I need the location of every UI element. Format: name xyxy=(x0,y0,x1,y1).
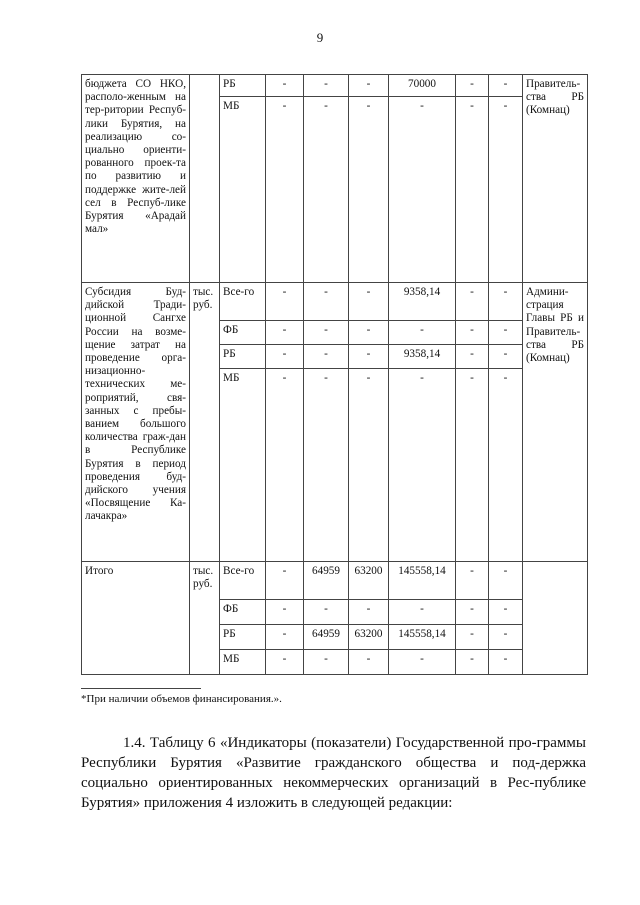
value-cell: - xyxy=(456,650,489,675)
executor-cell: Правитель-ства РБ (Комнац) xyxy=(523,75,588,283)
value-cell: - xyxy=(489,283,523,321)
value-cell: - xyxy=(304,345,349,369)
value-cell: 9358,14 xyxy=(389,345,456,369)
value-cell: - xyxy=(266,75,304,97)
row-description: бюджета СО НКО, располо-женным на тер-ритории Респуб-лики Бурятия, на реализацию со-циально ориенти-рованного проек-та по развитию и поддержке жите-лей сел в Респуб-лике Бурятия «Арадай мал» xyxy=(82,75,190,283)
value-cell: - xyxy=(266,283,304,321)
funding-source-cell: РБ xyxy=(220,625,266,650)
row-description: Субсидия Буд-дийской Тради-ционной Сангхе России на возме-щение затрат на проведение орга-низационно-технических ме-роприятий, свя-занных с пребы-ванием большого количества граж-дан в Республике Бурятия в период проведения буд-дийского учения «Посвящение Ка-лачакра» xyxy=(82,283,190,562)
value-cell: 70000 xyxy=(389,75,456,97)
footnote-divider xyxy=(81,688,201,689)
row-description: Итого xyxy=(82,562,190,675)
value-cell: - xyxy=(489,600,523,625)
value-cell: - xyxy=(456,345,489,369)
value-cell: - xyxy=(456,75,489,97)
value-cell: 64959 xyxy=(304,625,349,650)
funding-source-cell: МБ xyxy=(220,97,266,283)
funding-source-cell: Все-го xyxy=(220,562,266,600)
value-cell: - xyxy=(349,650,389,675)
value-cell: - xyxy=(456,600,489,625)
value-cell: - xyxy=(349,97,389,283)
funding-source-cell: МБ xyxy=(220,369,266,562)
value-cell: - xyxy=(489,75,523,97)
value-cell: - xyxy=(266,369,304,562)
executor-cell: Админи-страция Главы РБ и Правитель-ства РБ (Комнац) xyxy=(523,283,588,562)
value-cell: - xyxy=(349,369,389,562)
table-row xyxy=(82,283,588,321)
executor-cell xyxy=(523,562,588,675)
value-cell: - xyxy=(304,369,349,562)
unit-cell: тыс. руб. xyxy=(190,283,220,562)
value-cell: - xyxy=(266,321,304,345)
value-cell: - xyxy=(389,321,456,345)
value-cell: - xyxy=(489,369,523,562)
funding-source-cell: Все-го xyxy=(220,283,266,321)
value-cell: 145558,14 xyxy=(389,625,456,650)
funding-source-cell: ФБ xyxy=(220,321,266,345)
value-cell: - xyxy=(456,97,489,283)
value-cell: - xyxy=(456,283,489,321)
value-cell: 63200 xyxy=(349,562,389,600)
value-cell: - xyxy=(489,321,523,345)
value-cell: - xyxy=(456,562,489,600)
unit-cell xyxy=(190,75,220,283)
value-cell: - xyxy=(489,625,523,650)
value-cell: - xyxy=(266,625,304,650)
value-cell: 63200 xyxy=(349,625,389,650)
funding-source-cell: РБ xyxy=(220,345,266,369)
value-cell: - xyxy=(489,650,523,675)
value-cell: - xyxy=(489,97,523,283)
value-cell: - xyxy=(266,97,304,283)
value-cell: - xyxy=(389,369,456,562)
funding-source-cell: МБ xyxy=(220,650,266,675)
value-cell: - xyxy=(266,600,304,625)
table-row xyxy=(82,562,588,600)
value-cell: - xyxy=(389,600,456,625)
table-row xyxy=(82,75,588,97)
value-cell: - xyxy=(489,562,523,600)
value-cell: - xyxy=(456,369,489,562)
page-number: 9 xyxy=(316,30,324,45)
value-cell: - xyxy=(304,283,349,321)
financing-table xyxy=(81,74,588,675)
unit-cell: тыс. руб. xyxy=(190,562,220,675)
table-body xyxy=(82,75,588,675)
value-cell: - xyxy=(304,600,349,625)
value-cell: - xyxy=(304,321,349,345)
value-cell: - xyxy=(456,321,489,345)
value-cell: - xyxy=(349,345,389,369)
value-cell: - xyxy=(389,650,456,675)
value-cell: - xyxy=(266,562,304,600)
value-cell: - xyxy=(389,97,456,283)
funding-source-cell: РБ xyxy=(220,75,266,97)
value-cell: - xyxy=(304,650,349,675)
footnote: *При наличии объемов финансирования.». xyxy=(81,693,282,705)
value-cell: - xyxy=(349,321,389,345)
value-cell: - xyxy=(349,75,389,97)
value-cell: - xyxy=(456,625,489,650)
value-cell: - xyxy=(304,75,349,97)
value-cell: - xyxy=(266,345,304,369)
value-cell: - xyxy=(266,650,304,675)
value-cell: - xyxy=(349,600,389,625)
body-paragraph: 1.4. Таблицу 6 «Индикаторы (показатели) Государственной про-граммы Республики Бурятия «Развитие гражданского общества и под-держка социально ориентированных некоммерческих организаций в Рес-публике Бурятия» приложения 4 изложить в следующей редакции: xyxy=(81,735,586,811)
funding-source-cell: ФБ xyxy=(220,600,266,625)
value-cell: - xyxy=(489,345,523,369)
value-cell: 9358,14 xyxy=(389,283,456,321)
value-cell: - xyxy=(304,97,349,283)
value-cell: 145558,14 xyxy=(389,562,456,600)
value-cell: 64959 xyxy=(304,562,349,600)
value-cell: - xyxy=(349,283,389,321)
